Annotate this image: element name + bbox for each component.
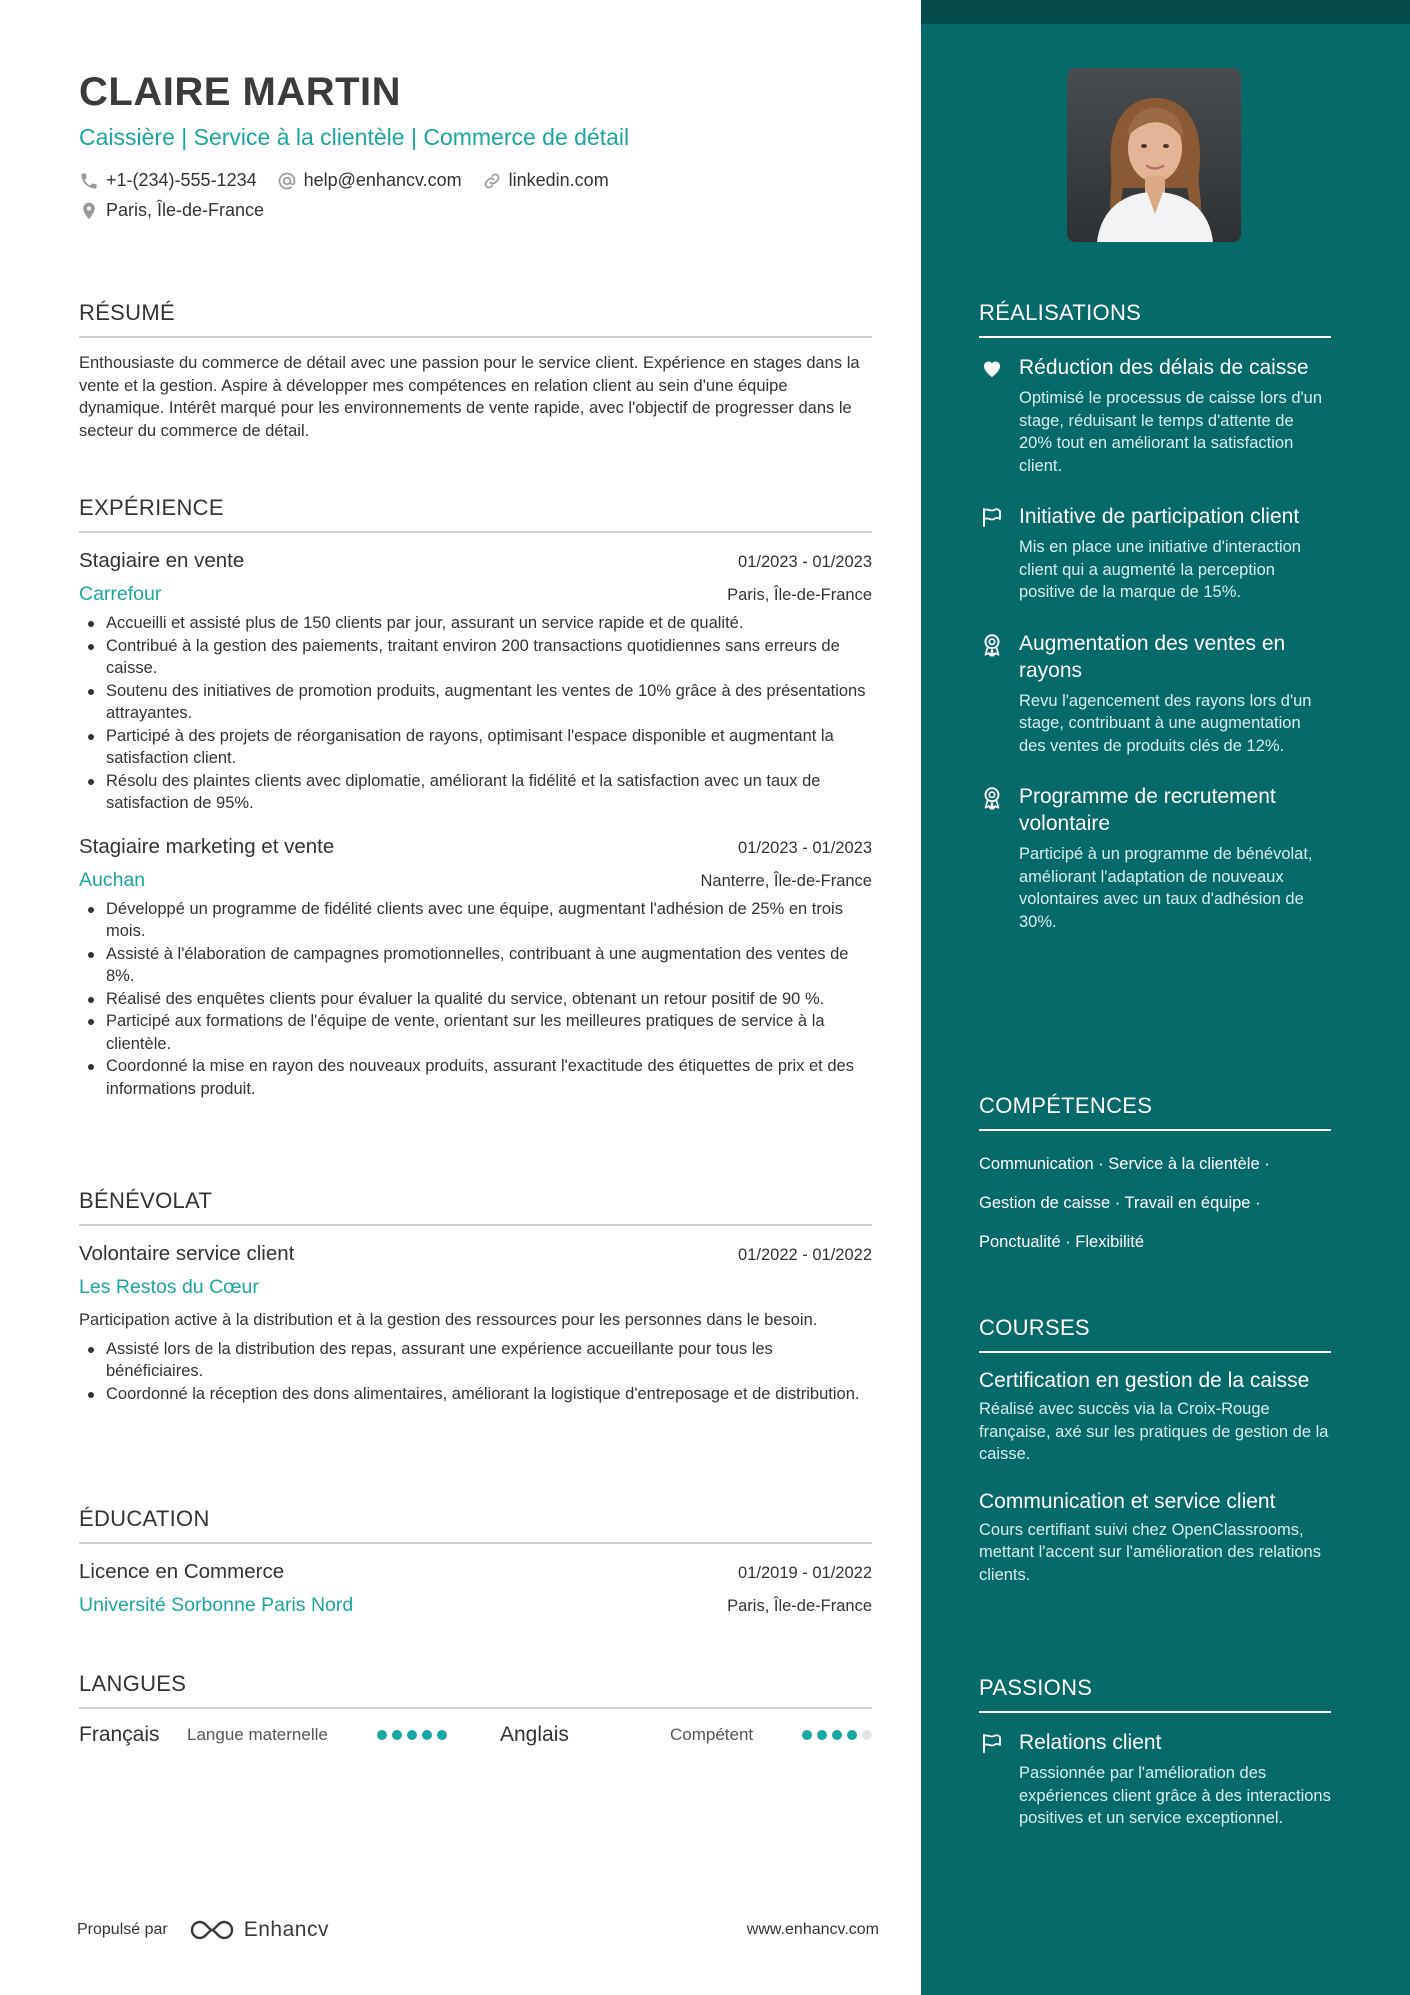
achievement-body xyxy=(1019,503,1331,604)
link-icon xyxy=(482,171,502,191)
entry-bullets xyxy=(79,1338,872,1406)
footer-brand[interactable] xyxy=(77,1917,329,1943)
course-desc: Réalisé avec succès via la Croix-Rouge française, axé sur les pratiques de gestion de la caisse. xyxy=(979,1400,1329,1463)
achievement-title: Réduction des délais de caisse xyxy=(1019,356,1309,379)
achievement-desc: Revu l'agencement des rayons lors d'un stage, contribuant à une augmentation des ventes de produits clés de 12%. xyxy=(1019,691,1312,755)
rating-dot-filled xyxy=(817,1730,827,1740)
at-icon xyxy=(277,171,297,191)
enhancv-wordmark: Enhancv xyxy=(243,1918,329,1941)
entry-location: Paris, Île-de-France xyxy=(727,586,872,604)
profile-photo xyxy=(1067,68,1241,242)
entry-role: Stagiaire marketing et vente xyxy=(79,834,335,858)
entry-subheader xyxy=(79,1594,872,1617)
achievement-desc: Mis en place une initiative d'interaction client qui a augmenté la perception positive de la marque de 15%. xyxy=(1019,538,1301,601)
entry-location: Nanterre, Île-de-France xyxy=(700,871,872,890)
rating-dot-empty xyxy=(862,1730,872,1740)
entry-dates: 01/2023 - 01/2023 xyxy=(738,553,872,571)
entry-dates: 01/2022 - 01/2022 xyxy=(738,1246,872,1264)
footer-website[interactable]: www.enhancv.com xyxy=(746,1921,879,1938)
achievement-title: Initiative de participation client xyxy=(1019,505,1300,528)
skills-section xyxy=(979,1093,1331,1262)
contact-linkedin[interactable] xyxy=(482,170,609,191)
language-rating xyxy=(797,1730,872,1740)
entry-degree: Licence en Commerce xyxy=(79,1560,285,1583)
experience-title: EXPÉRIENCE xyxy=(79,495,872,533)
skills-line: Gestion de caisse · Travail en équipe · xyxy=(979,1194,1261,1212)
entry-role: Volontaire service client xyxy=(79,1242,295,1265)
summary-title: RÉSUMÉ xyxy=(79,300,872,338)
candidate-name: CLAIRE MARTIN xyxy=(79,70,402,114)
bullet-item: Développé un programme de fidélité clients avec une équipe, augmentant l'adhésion de 25% en trois mois. xyxy=(79,898,872,943)
passion-icon-wrap xyxy=(979,1729,1019,1830)
education-entry xyxy=(79,1560,872,1617)
bullet-item: Réalisé des enquêtes clients pour évaluer la qualité du service, obtenant un retour positif de 90 %. xyxy=(79,988,872,1011)
passions-section xyxy=(979,1675,1331,1830)
skills-list xyxy=(979,1145,1331,1262)
languages-title: LANGUES xyxy=(79,1671,872,1709)
rating-dot-filled xyxy=(377,1730,387,1740)
entry-location: Paris, Île-de-France xyxy=(727,1597,872,1615)
achievement-body xyxy=(1019,354,1331,477)
languages-row xyxy=(79,1723,872,1747)
achievement-icon-wrap xyxy=(979,354,1019,477)
heart-icon xyxy=(979,356,1005,380)
entry-dates: 01/2019 - 01/2022 xyxy=(738,1564,872,1582)
entry-subheader xyxy=(79,869,872,892)
language-name: Français xyxy=(79,1723,160,1746)
bullet-item: Accueilli et assisté plus de 150 clients par jour, assurant un service rapide et de qualité. xyxy=(79,612,872,635)
award-icon xyxy=(979,632,1005,658)
rating-dot-filled xyxy=(847,1730,857,1740)
education-title: ÉDUCATION xyxy=(79,1506,872,1544)
entry-header xyxy=(79,1560,872,1584)
achievements-title: RÉALISATIONS xyxy=(979,300,1331,338)
entry-role: Stagiaire en vente xyxy=(79,549,245,572)
passion-body xyxy=(1019,1729,1331,1830)
contact-location xyxy=(79,200,264,221)
skills-title: COMPÉTENCES xyxy=(979,1093,1331,1131)
entry-bullets xyxy=(79,898,872,1101)
course-desc: Cours certifiant suivi chez OpenClassrooms, mettant l'accent sur l'amélioration des relations clients. xyxy=(979,1520,1321,1584)
contact-row-2 xyxy=(79,200,284,221)
achievements-section xyxy=(979,300,1331,933)
achievement-title: Programme de recrutement volontaire xyxy=(1019,785,1276,835)
summary-text: Enthousiaste du commerce de détail avec une passion pour le service client. Expérience en stages dans la vente et la gestion. Aspire à développer mes compétences en relation client au sein d'une équipe dynamique. Intérêt marqué pour les environnements de vente rapide, avec l'objectif de progresser dans le secteur du commerce de détail. xyxy=(79,354,860,440)
bullet-item: Soutenu des initiatives de promotion produits, augmentant les ventes de 10% grâce à des présentations attrayantes. xyxy=(79,680,872,725)
achievement-item xyxy=(979,354,1331,477)
skills-line: Ponctualité · Flexibilité xyxy=(979,1233,1145,1251)
rating-dot-filled xyxy=(437,1730,447,1740)
entry-org: Les Restos du Cœur xyxy=(79,1276,259,1298)
entry-description: Participation active à la distribution et à la gestion des ressources pour les personnes dans le besoin. xyxy=(79,1311,818,1329)
course-title: Certification en gestion de la caisse xyxy=(979,1369,1310,1392)
achievement-item xyxy=(979,630,1331,758)
education-section xyxy=(79,1506,872,1617)
passion-desc: Passionnée par l'amélioration des expériences client grâce à des interactions positives et un service exceptionnel. xyxy=(1019,1764,1331,1827)
entry-dates: 01/2023 - 01/2023 xyxy=(738,838,872,857)
languages-section xyxy=(79,1671,872,1747)
entry-bullets xyxy=(79,612,872,815)
achievement-icon-wrap xyxy=(979,503,1019,604)
skills-line: Communication · Service à la clientèle · xyxy=(979,1155,1270,1173)
entry-subheader xyxy=(79,1276,872,1299)
bullet-item: Participé aux formations de l'équipe de vente, orientant sur les meilleures pratiques de service à la clientèle. xyxy=(79,1010,872,1055)
rating-dot-filled xyxy=(407,1730,417,1740)
achievement-icon-wrap xyxy=(979,630,1019,758)
bullet-item: Résolu des plaintes clients avec diplomatie, améliorant la fidélité et la satisfaction avec un taux de satisfaction de 95%. xyxy=(79,770,872,815)
courses-title: COURSES xyxy=(979,1315,1331,1353)
entry-header xyxy=(79,835,872,859)
bullet-item: Coordonné la mise en rayon des nouveaux produits, assurant l'exactitude des étiquettes de prix et des informations produit. xyxy=(79,1055,872,1100)
rating-dot-filled xyxy=(392,1730,402,1740)
achievement-body xyxy=(1019,783,1331,933)
linkedin-text: linkedin.com xyxy=(508,170,609,190)
bullet-item: Coordonné la réception des dons alimentaires, améliorant la logistique d'entreposage et de distribution. xyxy=(79,1383,872,1406)
course-title: Communication et service client xyxy=(979,1489,1276,1513)
achievement-item xyxy=(979,783,1331,933)
passion-item xyxy=(979,1729,1331,1830)
enhancv-logo-icon xyxy=(188,1917,236,1943)
volunteering-title: BÉNÉVOLAT xyxy=(79,1188,872,1226)
language-name: Anglais xyxy=(500,1723,569,1746)
language-rating xyxy=(372,1730,500,1740)
rating-dot-filled xyxy=(422,1730,432,1740)
award-icon xyxy=(979,785,1005,811)
experience-section xyxy=(79,495,872,1100)
bullet-item: Assisté à l'élaboration de campagnes promotionnelles, contribuant à une augmentation des ventes de 8%. xyxy=(79,943,872,988)
candidate-title: Caissière | Service à la clientèle | Commerce de détail xyxy=(79,124,630,150)
achievement-icon-wrap xyxy=(979,783,1019,933)
entry-subheader xyxy=(79,583,872,606)
language-level: Compétent xyxy=(670,1725,754,1744)
entry-org: Carrefour xyxy=(79,583,162,605)
location-text: Paris, Île-de-France xyxy=(106,200,265,220)
flag-icon xyxy=(979,1731,1005,1755)
bullet-item: Participé à des projets de réorganisation de rayons, optimisant l'espace disponible et augmentant la satisfaction client. xyxy=(79,725,872,770)
footer xyxy=(77,1915,879,1945)
rating-dot-filled xyxy=(802,1730,812,1740)
course-item xyxy=(979,1488,1331,1587)
phone-icon xyxy=(79,171,99,191)
profile-photo-illustration xyxy=(1067,68,1241,242)
achievement-body xyxy=(1019,630,1331,758)
email-text: help@enhancv.com xyxy=(303,170,462,190)
contact-email[interactable] xyxy=(277,170,462,191)
passions-title: PASSIONS xyxy=(979,1675,1331,1713)
volunteering-entry xyxy=(79,1242,872,1405)
flag-icon xyxy=(979,505,1005,529)
bullet-item: Assisté lors de la distribution des repas, assurant une expérience accueillante pour tous les bénéficiaires. xyxy=(79,1338,872,1383)
achievement-desc: Optimisé le processus de caisse lors d'un stage, réduisant le temps d'attente de 20% tout en améliorant la satisfaction client. xyxy=(1019,389,1323,475)
bullet-item: Contribué à la gestion des paiements, traitant environ 200 transactions quotidiennes sans erreurs de caisse. xyxy=(79,635,872,680)
location-pin-icon xyxy=(79,201,99,221)
contact-row-1 xyxy=(79,170,629,191)
entry-org: Auchan xyxy=(79,868,146,891)
phone-text: +1-(234)-555-1234 xyxy=(106,170,257,190)
entry-school: Université Sorbonne Paris Nord xyxy=(79,1594,354,1616)
sidebar-top-bar xyxy=(921,0,1410,24)
powered-by-text: Propulsé par xyxy=(77,1921,168,1938)
courses-section xyxy=(979,1315,1331,1586)
experience-entry xyxy=(79,835,872,1101)
contact-phone[interactable] xyxy=(79,170,257,191)
course-item xyxy=(979,1367,1331,1466)
entry-header xyxy=(79,1242,872,1266)
language-level: Langue maternelle xyxy=(187,1725,328,1744)
experience-entry xyxy=(79,549,872,815)
achievement-title: Augmentation des ventes en rayons xyxy=(1019,631,1286,682)
passion-title: Relations client xyxy=(1019,1731,1162,1754)
entry-header xyxy=(79,549,872,573)
volunteering-section xyxy=(79,1188,872,1405)
achievement-item xyxy=(979,503,1331,604)
achievement-desc: Participé à un programme de bénévolat, améliorant l'adaptation de nouveaux volontaires avec un taux d'adhésion de 30%. xyxy=(1019,845,1313,931)
rating-dot-filled xyxy=(832,1730,842,1740)
summary-section xyxy=(79,300,872,442)
